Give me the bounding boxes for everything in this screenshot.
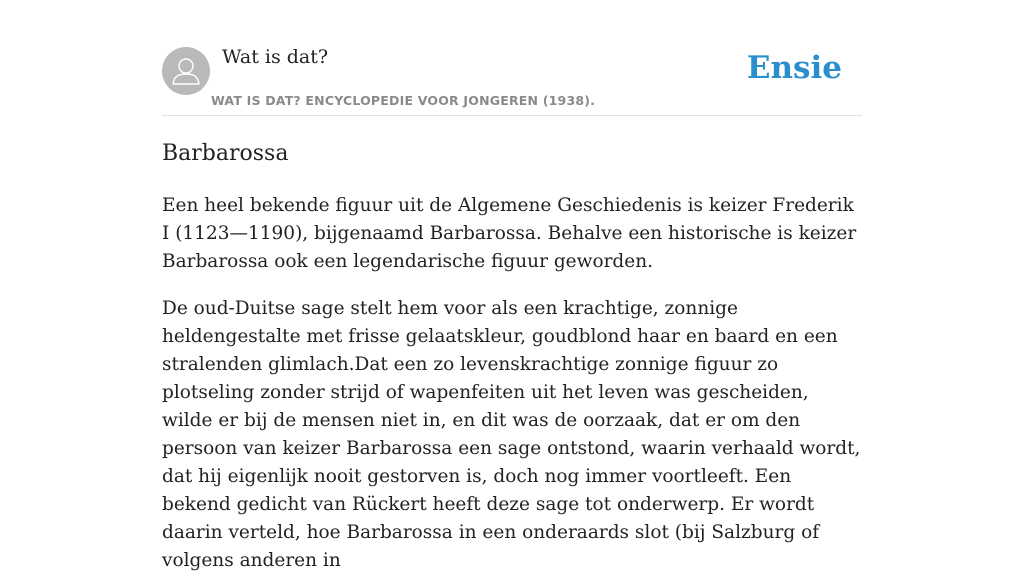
article-title: Barbarossa <box>162 141 289 166</box>
article-body <box>162 138 862 575</box>
user-silhouette-icon[interactable] <box>162 47 210 95</box>
source-citation: WAT IS DAT? ENCYCLOPEDIE VOOR JONGEREN (1938). <box>211 93 596 108</box>
ensie-logo-link[interactable]: Ensie <box>746 50 842 86</box>
author-name[interactable]: Wat is dat? <box>222 46 329 68</box>
article-paragraph: Een heel bekende figuur uit de Algemene Geschiedenis is keizer Frederik I (1123—1190), bijgenaamd Barbarossa. Behalve een historische is keizer Barbarossa ook een legendarische figuur geworden. <box>162 195 857 272</box>
article-paragraph: De oud-Duitse sage stelt hem voor als een krachtige, zonnige heldengestalte met frisse gelaatskleur, goudblond haar en baard en een stralenden glimlach.Dat een zo levenskrachtige zonnige figuur zo plotseling zonder strijd of wapenfeiten uit het leven was gescheiden, wilde er bij de mensen niet in, en dit was de oorzaak, dat er om den persoon van keizer Barbarossa een sage ontstond, waarin verhaald wordt, dat hij eigenlijk nooit gestorven is, doch nog immer voortleeft. Een bekend gedicht van Rückert heeft deze sage tot onderwerp. Er wordt daarin verteld, hoe Barbarossa in een onderaards slot (bij Salzburg of volgens anderen in <box>162 298 861 571</box>
article-header <box>162 46 862 116</box>
